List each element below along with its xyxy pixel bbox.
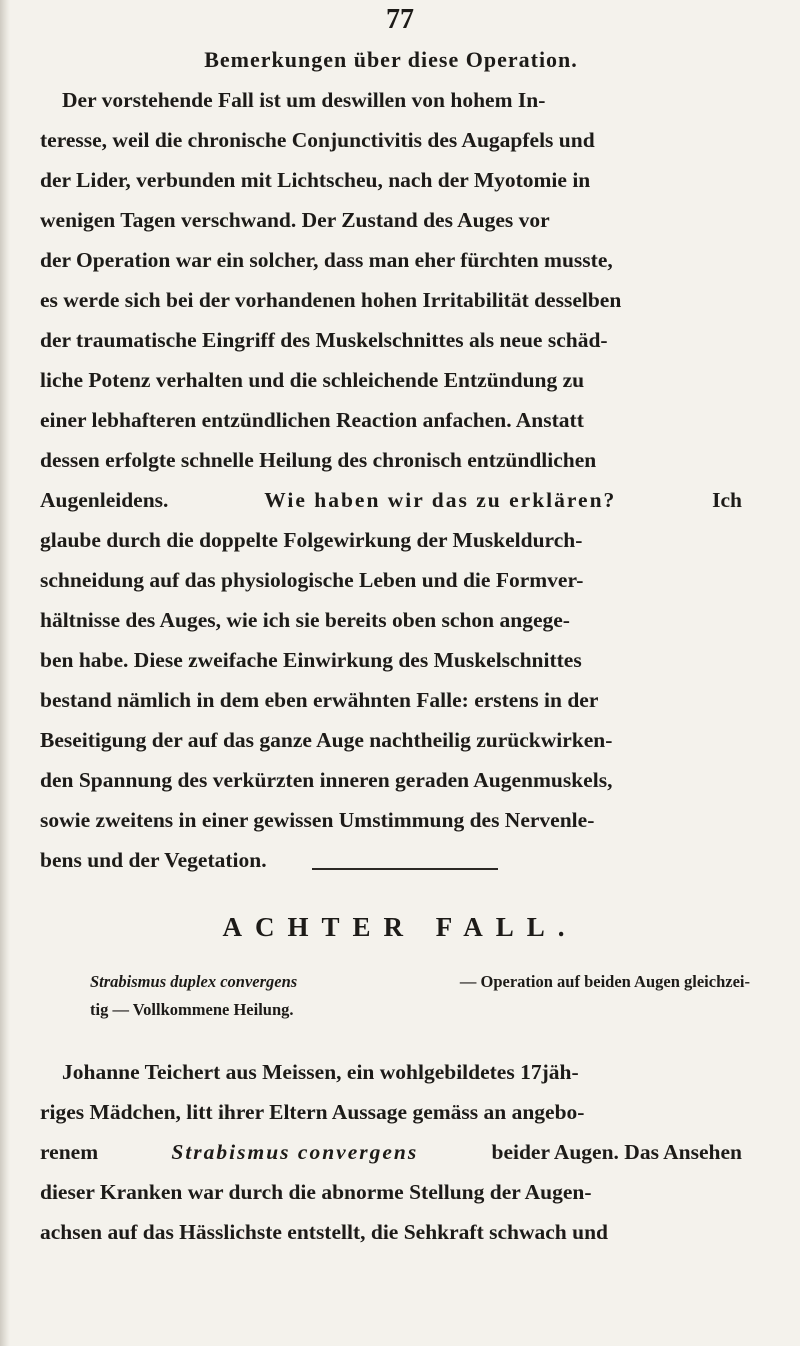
- line-text: teresse, weil die chronische Conjunctivitis des Augapfels und: [40, 128, 595, 152]
- line-text: einer lebhafteren entzündlichen Reaction anfachen. Anstatt: [40, 408, 584, 432]
- paragraph-line: [40, 1092, 742, 1132]
- line-text: dieser Kranken war durch die abnorme Stellung der Augen-: [40, 1180, 592, 1204]
- page-number: 77: [386, 4, 414, 35]
- paragraph-line: [40, 680, 742, 720]
- paragraph-line: [40, 840, 742, 880]
- line-text: beider Augen. Das Ansehen: [491, 1140, 742, 1164]
- line-text: tig — Vollkommene Heilung.: [90, 1000, 294, 1019]
- paragraph-line: [40, 760, 742, 800]
- line-text: es werde sich bei der vorhandenen hohen Irritabilität desselben: [40, 288, 622, 312]
- paragraph-line: [40, 800, 742, 840]
- line-text: Augenleidens.: [40, 488, 169, 512]
- diagnosis-text: Strabismus duplex convergens: [90, 972, 298, 991]
- line-text: sowie zweitens in einer gewissen Umstimmung des Nervenle-: [40, 808, 595, 832]
- line-text: — Operation auf beiden Augen gleichzei-: [459, 972, 750, 991]
- page-binding-edge: [0, 0, 10, 1346]
- paragraph-2: [40, 1052, 742, 1252]
- line-text: hältnisse des Auges, wie ich sie bereits oben schon angege-: [40, 608, 570, 632]
- line-text: der Lider, verbunden mit Lichtscheu, nach der Myotomie in: [40, 168, 591, 192]
- line-text: Ich: [712, 488, 742, 512]
- paragraph-line: [40, 360, 742, 400]
- line-text: der traumatische Eingriff des Muskelschnittes als neue schäd-: [40, 328, 608, 352]
- paragraph-line: [40, 320, 742, 360]
- diagnosis-italic: Strabismus convergens: [171, 1140, 419, 1164]
- summary-line: [90, 968, 750, 996]
- line-text: der Operation war ein solcher, dass man eher fürchten musste,: [40, 248, 613, 272]
- chapter-title: ACHTER FALL.: [222, 912, 578, 942]
- line-text: riges Mädchen, litt ihrer Eltern Aussage gemäss an angebo-: [40, 1100, 585, 1124]
- paragraph-line: [40, 520, 742, 560]
- line-text: den Spannung des verkürzten inneren geraden Augenmuskels,: [40, 768, 613, 792]
- paragraph-line: [40, 720, 742, 760]
- paragraph-line: [40, 80, 742, 120]
- paragraph-line: [40, 280, 742, 320]
- line-text: achsen auf das Hässlichste entstellt, die Sehkraft schwach und: [40, 1220, 609, 1244]
- line-text: Der vorstehende Fall ist um deswillen von hohem In-: [62, 88, 546, 112]
- section-heading: [40, 40, 742, 80]
- paragraph-line: [40, 1172, 742, 1212]
- paragraph-line: [40, 400, 742, 440]
- line-text: Beseitigung der auf das ganze Auge nachtheilig zurückwirken-: [40, 728, 613, 752]
- summary-line: [90, 996, 750, 1024]
- section-divider: [312, 868, 498, 870]
- line-text: wenigen Tagen verschwand. Der Zustand des Auges vor: [40, 208, 550, 232]
- line-text: bestand nämlich in dem eben erwähnten Falle: erstens in der: [40, 688, 599, 712]
- paragraph-line: [40, 1212, 742, 1252]
- paragraph-line: [40, 1052, 742, 1092]
- line-text: ben habe. Diese zweifache Einwirkung des Muskelschnittes: [40, 648, 582, 672]
- case-summary: [90, 968, 750, 1024]
- emphasized-question: Wie haben wir das zu erklären?: [264, 488, 617, 512]
- paragraph-line: [40, 1132, 742, 1172]
- paragraph-line: [40, 440, 742, 480]
- line-text: glaube durch die doppelte Folgewirkung der Muskeldurch-: [40, 528, 583, 552]
- paragraph-1: [40, 80, 742, 880]
- line-text: bens und der Vegetation.: [40, 848, 267, 872]
- paragraph-line: [40, 160, 742, 200]
- paragraph-line: [40, 120, 742, 160]
- paragraph-line: [40, 600, 742, 640]
- paragraph-line: [40, 640, 742, 680]
- line-text: dessen erfolgte schnelle Heilung des chronisch entzündlichen: [40, 448, 597, 472]
- text-section-1: [40, 40, 742, 880]
- paragraph-line: [40, 480, 742, 520]
- line-text: schneidung auf das physiologische Leben und die Formver-: [40, 568, 584, 592]
- line-text: liche Potenz verhalten und die schleichende Entzündung zu: [40, 368, 585, 392]
- section-heading-text: Bemerkungen über diese Operation.: [204, 47, 578, 72]
- paragraph-line: [40, 240, 742, 280]
- paragraph-line: [40, 560, 742, 600]
- paragraph-line: [40, 200, 742, 240]
- line-text: renem: [40, 1140, 99, 1164]
- line-text: Johanne Teichert aus Meissen, ein wohlgebildetes 17jäh-: [62, 1060, 579, 1084]
